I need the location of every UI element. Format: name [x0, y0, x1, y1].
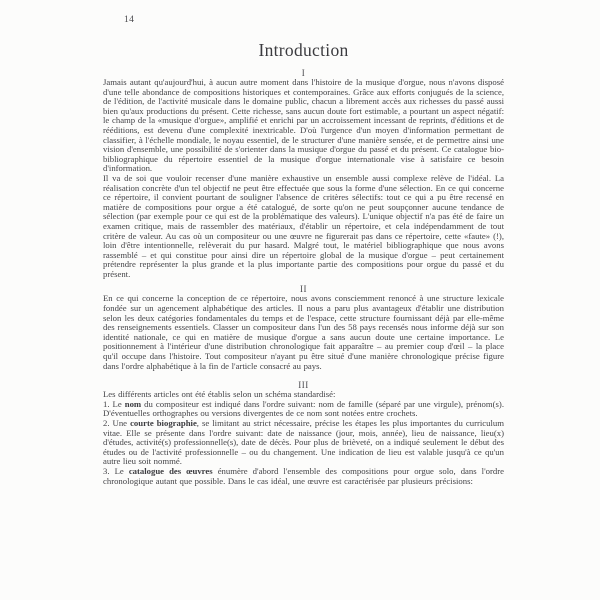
- schema-item-1: [103, 400, 504, 419]
- schema-item-1-term: nom: [124, 398, 142, 409]
- section-numeral-ii: II: [300, 284, 307, 295]
- schema-item-3: [103, 467, 504, 486]
- paragraph-section2-1: En ce qui concerne la conception de ce répertoire, nous avons consciemment renoncé à une structure lexicale fondée sur un agencement alphabétique des articles. Il nous a paru plus avantageux d'établir une distribution selon les deux catégories fondamentales du temps et de l'espace, cette structure fournissant déjà par elle-même des renseignements essentiels. Classer un compositeur dans l'un des 58 pays recensés nous informe déjà sur son identité nationale, ce qui en matière de musique d'orgue a sans aucun doute une certaine importance. Le positionnement à l'intérieur d'une distribution chronologique fait apparaître – au premier coup d'œil – la place qu'il occupe dans l'histoire. Tout compositeur n'ayant pu être situé d'une manière chronologique précise figure dans l'ordre alphabétique à la fin de l'article consacré au pays.: [103, 293, 504, 371]
- page-content: [103, 0, 504, 486]
- page-title: Introduction: [258, 40, 349, 60]
- paragraph-section1-2: Il va de soi que vouloir recenser d'une manière exhaustive un ensemble aussi complexe relève de l'idéal. La réalisation concrète d'un tel objectif ne peut être effectuée que sous la forme d'une sélection. En ce qui concerne ce répertoire, il convient pourtant de souligner l'absence de critères sélectifs: tout ce qui a pu être recensé en matière de compositions pour orgue a été catalogué, de sorte qu'on ne peut soupçonner aucune tendance de sélection (par exemple pour ce qui est de la problématique des valeurs). L'unique objectif n'a pas été de faire un examen critique, mais de rassembler des matériaux, d'établir un répertoire, et cela indépendamment de tout critère de valeur. Au cas où un compositeur ou une œuvre ne figurerait pas dans ce répertoire, cette «faute» (!), loin d'être intentionnelle, relèverait du pur hasard. Malgré tout, le matériel bibliographique que nous avons rassemblé – et qui constitue pour ainsi dire un répertoire global de la musique d'orgue – peut certainement prétendre représenter la plus grande et la plus importante partie des compositions pour orgue du passé et du présent.: [103, 172, 504, 279]
- schema-item-2-post: , se limitant au strict nécessaire, précise les étapes les plus importantes du curriculum vitae. Elle se présente dans l'ordre suivant: date de naissance (jour, mois, année), lieu de naissance, lieu(x) d'études, activité(s) professionnelle(s), date de décès. Pour plus de brièveté, on a indiqué seulement le début des études ou de l'activité professionnelle – ou du changement. Une indication de lieu est valable jusqu'à ce qu'un autre lieu soit nommé.: [103, 418, 504, 467]
- schema-item-3-post: énumère d'abord l'ensemble des compositions pour orgue solo, dans l'ordre chronologique autant que possible. Dans le cas idéal, une œuvre est caractérisée par plusieurs précisions:: [103, 465, 504, 486]
- schema-item-2-term: courte biographie: [130, 418, 197, 428]
- schema-intro-line: Les différents articles ont été établis selon un schéma standardisé:: [103, 389, 336, 400]
- schema-item-3-term: catalogue des œuvres: [128, 465, 213, 476]
- schema-item-1-post: du compositeur est indiqué dans l'ordre suivant: nom de famille (séparé par une virgule), prénom(s). D'éventuelles orthographes ou versions divergentes de ce nom sont notées entre crochets.: [103, 398, 504, 419]
- schema-item-1-pre: 1. Le: [103, 398, 125, 409]
- page-number: 14: [124, 15, 135, 25]
- section-numeral-iii: III: [298, 380, 309, 391]
- schema-item-2: [103, 419, 504, 467]
- schema-item-3-pre: 3. Le: [103, 465, 129, 476]
- paragraph-section1-1: Jamais autant qu'aujourd'hui, à aucun autre moment dans l'histoire de la musique d'orgue, nous n'avons disposé d'une telle abondance de compositions historiques et contemporaines. Grâce aux efforts conjugués de la science, de l'édition, de l'activité musicale dans le domaine public, chacun a librement accès aux richesses du passé aussi bien qu'aux productions du présent. Cette richesse, sans aucun doute fort estimable, a pourtant un aspect négatif: le champ de la «musique d'orgue», amplifié et enrichi par un accroissement incessant de reprints, d'éditions et de rééditions, est devenu d'une complexité inextricable. D'où l'urgence d'un moyen d'information permettant de classifier, à l'échelle mondiale, le noyau essentiel, de le structurer d'une manière sensée, et de permettre ainsi une vision d'ensemble, une possibilité de s'orienter dans la musique d'orgue du passé et du présent. Ce catalogue bio-bibliographique du répertoire essentiel de la musique d'orgue internationale vise à satisfaire ce besoin d'information.: [103, 77, 504, 174]
- schema-item-2-pre: 2. Une: [103, 418, 131, 428]
- section-numeral-i: I: [301, 68, 306, 78]
